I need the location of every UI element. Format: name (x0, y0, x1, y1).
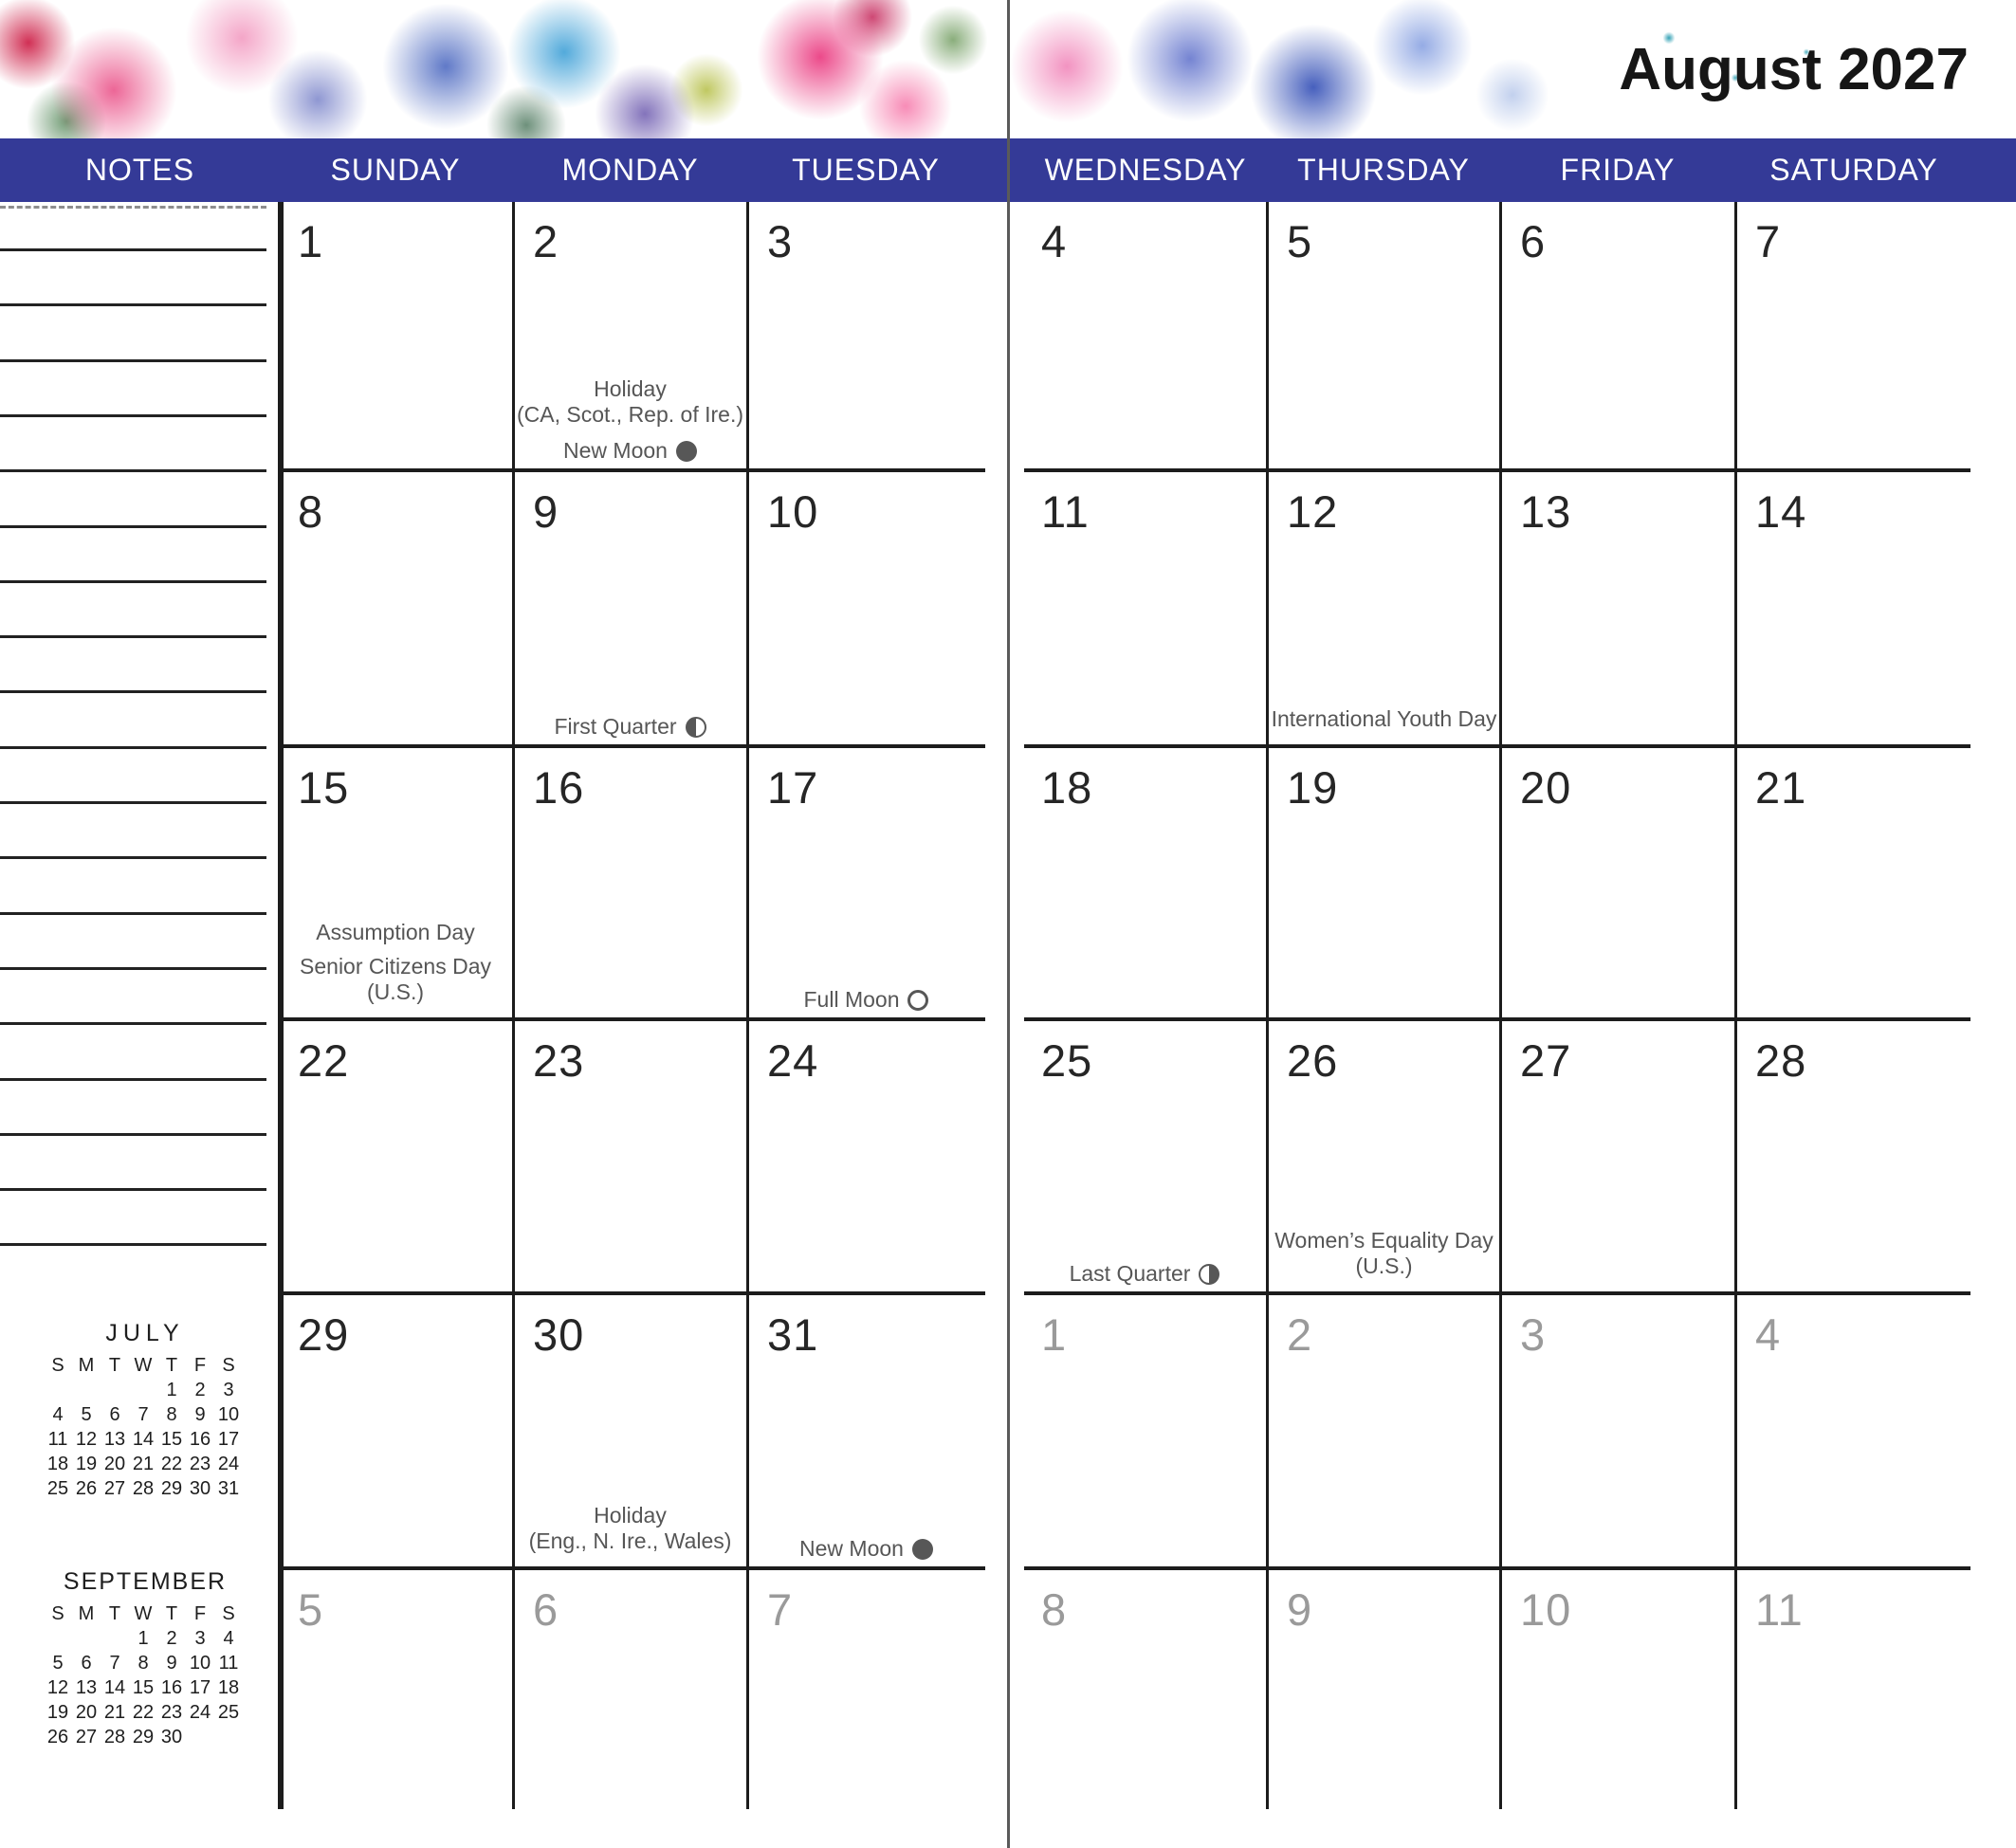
day-cell (750, 202, 982, 472)
day-cell (1738, 1570, 1970, 1809)
day-annotations (1024, 1256, 1265, 1288)
mini-day-cell: 9 (194, 1404, 206, 1425)
mini-day-cell: 22 (160, 1454, 183, 1474)
mini-calendar-july (44, 1320, 247, 1503)
moon-phase-row (750, 1534, 982, 1563)
mini-day-cell: 27 (75, 1727, 98, 1747)
day-cell (1270, 1021, 1498, 1295)
mini-weekday-letter: S (222, 1355, 235, 1376)
day-cell (516, 1295, 744, 1570)
moon-phase-label: New Moon (563, 438, 668, 463)
mini-day-cell: 11 (47, 1429, 68, 1450)
notes-ruled-line (0, 635, 266, 638)
holiday-label-line: (U.S.) (1355, 1253, 1413, 1278)
mini-day-cell: 28 (103, 1727, 126, 1747)
mini-day-cell: 20 (75, 1702, 98, 1723)
notes-ruled-line (0, 690, 266, 693)
day-annotations (750, 1531, 982, 1563)
day-annotations (516, 1503, 744, 1563)
date-number: 27 (1520, 1035, 1572, 1086)
holiday-label-line: Holiday (594, 376, 667, 401)
date-number: 10 (767, 486, 819, 537)
mini-calendar-grid (44, 1355, 247, 1503)
date-number: 9 (533, 486, 559, 537)
date-number: 4 (1755, 1309, 1782, 1360)
weekday-header-monday: MONDAY (561, 153, 699, 187)
mini-day-cell: 18 (217, 1677, 240, 1698)
day-cell (281, 1021, 510, 1295)
mini-day-cell: 25 (46, 1478, 69, 1499)
notes-ruled-line (0, 1022, 266, 1025)
day-cell (1503, 1295, 1732, 1570)
mini-day-cell: 2 (194, 1380, 206, 1400)
notes-ruled-line (0, 359, 266, 362)
date-number: 12 (1287, 486, 1339, 537)
mini-weekday-letter: T (108, 1603, 121, 1624)
day-cell (281, 748, 510, 1021)
date-number: 6 (533, 1584, 559, 1635)
day-cell (1024, 1295, 1265, 1570)
mini-day-cell (44, 1380, 72, 1404)
holiday-label-line: (Eng., N. Ire., Wales) (528, 1528, 732, 1553)
date-number: 3 (1520, 1309, 1547, 1360)
mini-day-cell: 1 (166, 1380, 177, 1400)
day-cell (1738, 202, 1970, 472)
mini-day-cell: 19 (75, 1454, 98, 1474)
date-number: 11 (1041, 486, 1090, 537)
mini-weekday-letter: M (78, 1603, 95, 1624)
mini-calendar-grid (44, 1603, 247, 1751)
day-cell (1738, 748, 1970, 1021)
holiday-label-line: (CA, Scot., Rep. of Ire.) (516, 402, 744, 427)
date-number: 8 (1041, 1584, 1068, 1635)
holiday-label (516, 1503, 744, 1554)
date-number: 18 (1041, 762, 1093, 813)
mini-day-cell (186, 1727, 214, 1751)
notes-ruled-line (0, 525, 266, 528)
date-number: 16 (533, 762, 585, 813)
moon-phase-row (750, 985, 982, 1014)
date-number: 19 (1287, 762, 1339, 813)
mini-weekday-letter: F (193, 1355, 207, 1376)
mini-weekday-letter: T (165, 1603, 178, 1624)
date-number: 2 (1287, 1309, 1313, 1360)
day-cell (1270, 202, 1498, 472)
mini-weekday-letter: S (51, 1355, 64, 1376)
moon-phase-icon (907, 990, 928, 1011)
date-number: 21 (1755, 762, 1807, 813)
mini-weekday-letter: W (134, 1603, 153, 1624)
mini-day-cell: 12 (46, 1677, 69, 1698)
page-gutter-line (1007, 0, 1010, 1848)
date-number: 31 (767, 1309, 819, 1360)
notes-ruled-line (0, 1133, 266, 1136)
date-number: 2 (533, 216, 559, 266)
mini-day-cell: 10 (217, 1404, 240, 1425)
holiday-label-line: Assumption Day (316, 920, 475, 944)
holiday-label-line: Holiday (594, 1503, 667, 1528)
mini-day-cell: 26 (46, 1727, 69, 1747)
mini-day-cell: 13 (103, 1429, 126, 1450)
day-cell (281, 202, 510, 472)
date-number: 10 (1520, 1584, 1572, 1635)
date-number: 30 (533, 1309, 585, 1360)
day-cell (281, 472, 510, 748)
moon-phase-label: First Quarter (554, 714, 677, 739)
mini-day-cell: 7 (137, 1404, 149, 1425)
day-annotations (1270, 706, 1498, 741)
mini-day-cell (44, 1628, 72, 1653)
weekday-header-saturday: SATURDAY (1769, 153, 1938, 187)
date-number: 4 (1041, 216, 1068, 266)
mini-day-cell: 25 (217, 1702, 240, 1723)
mini-day-cell: 17 (189, 1677, 211, 1698)
mini-day-cell: 29 (160, 1478, 183, 1499)
mini-day-cell: 23 (189, 1454, 211, 1474)
mini-weekday-letter: T (108, 1355, 121, 1376)
holiday-label-line: Senior Citizens Day (U.S.) (300, 954, 491, 1004)
weekday-header-friday: FRIDAY (1560, 153, 1676, 187)
holiday-label (281, 920, 510, 945)
moon-phase-row (1024, 1259, 1265, 1288)
mini-day-cell: 15 (132, 1677, 155, 1698)
mini-day-cell (101, 1628, 129, 1653)
notes-ruled-line (0, 1243, 266, 1246)
mini-weekday-letter: S (222, 1603, 235, 1624)
date-number: 14 (1755, 486, 1807, 537)
mini-day-cell: 30 (189, 1478, 211, 1499)
mini-day-cell: 22 (132, 1702, 155, 1723)
mini-day-cell: 4 (223, 1628, 234, 1649)
moon-phase-label: Full Moon (803, 987, 900, 1012)
notes-ruled-line (0, 469, 266, 472)
mini-day-cell: 24 (217, 1454, 240, 1474)
date-number: 23 (533, 1035, 585, 1086)
notes-ruled-line (0, 746, 266, 749)
mini-weekday-letter: M (78, 1355, 95, 1376)
mini-day-cell: 15 (160, 1429, 183, 1450)
day-annotations (281, 920, 510, 1014)
mini-weekday-letter: S (51, 1603, 64, 1624)
mini-day-cell: 24 (189, 1702, 211, 1723)
mini-day-cell: 8 (166, 1404, 177, 1425)
day-cell (1738, 1295, 1970, 1570)
page-title: August 2027 (1619, 37, 1969, 102)
date-number: 15 (298, 762, 350, 813)
day-cell (516, 748, 744, 1021)
day-cell (750, 1295, 982, 1570)
mini-day-cell: 16 (160, 1677, 183, 1698)
notes-ruled-line (0, 206, 266, 211)
moon-phase-label: New Moon (799, 1536, 904, 1561)
mini-day-cell: 26 (75, 1478, 98, 1499)
mini-day-cell (72, 1628, 101, 1653)
mini-day-cell: 10 (189, 1653, 211, 1674)
mini-day-cell (72, 1380, 101, 1404)
mini-day-cell: 7 (109, 1653, 120, 1674)
notes-ruled-line (0, 303, 266, 306)
mini-day-cell: 1 (137, 1628, 149, 1649)
mini-day-cell: 9 (166, 1653, 177, 1674)
moon-phase-label: Last Quarter (1069, 1261, 1191, 1286)
day-annotations (750, 982, 982, 1014)
mini-day-cell: 23 (160, 1702, 183, 1723)
mini-day-cell: 16 (189, 1429, 211, 1450)
day-cell (1270, 748, 1498, 1021)
date-number: 8 (298, 486, 324, 537)
day-cell (1503, 202, 1732, 472)
notes-ruled-line (0, 1078, 266, 1081)
day-cell (750, 1570, 982, 1809)
mini-day-cell: 19 (46, 1702, 69, 1723)
date-number: 17 (767, 762, 819, 813)
mini-weekday-letter: W (134, 1355, 153, 1376)
mini-weekday-letter: T (165, 1355, 178, 1376)
day-cell (1270, 472, 1498, 748)
date-number: 29 (298, 1309, 350, 1360)
mini-day-cell: 5 (52, 1653, 64, 1674)
mini-day-cell: 29 (132, 1727, 155, 1747)
date-number: 5 (1287, 216, 1313, 266)
day-cell (1503, 1021, 1732, 1295)
day-cell (516, 1021, 744, 1295)
mini-day-cell: 27 (103, 1478, 126, 1499)
date-number: 26 (1287, 1035, 1339, 1086)
mini-day-cell: 11 (218, 1653, 239, 1674)
mini-calendar-title: SEPTEMBER (63, 1568, 228, 1595)
weekday-header-thursday: THURSDAY (1297, 153, 1470, 187)
notes-ruled-line (0, 912, 266, 915)
mini-day-cell: 3 (223, 1380, 234, 1400)
mini-day-cell: 31 (217, 1478, 240, 1499)
mini-day-cell: 17 (217, 1429, 240, 1450)
mini-day-cell: 12 (75, 1429, 98, 1450)
mini-day-cell: 20 (103, 1454, 126, 1474)
day-cell (750, 472, 982, 748)
date-number: 1 (1041, 1309, 1068, 1360)
mini-day-cell: 14 (132, 1429, 155, 1450)
day-cell (1503, 1570, 1732, 1809)
mini-day-cell: 8 (137, 1653, 149, 1674)
date-number: 7 (767, 1584, 794, 1635)
day-cell (1270, 1570, 1498, 1809)
moon-phase-row (516, 712, 744, 741)
moon-phase-icon (1199, 1264, 1219, 1285)
date-number: 25 (1041, 1035, 1093, 1086)
mini-day-cell: 6 (81, 1653, 92, 1674)
date-number: 7 (1755, 216, 1782, 266)
moon-phase-icon (676, 441, 697, 462)
holiday-label (1270, 706, 1498, 732)
mini-day-cell: 2 (166, 1628, 177, 1649)
day-cell (281, 1295, 510, 1570)
mini-day-cell (101, 1380, 129, 1404)
mini-day-cell: 4 (52, 1404, 64, 1425)
day-cell (1024, 1570, 1265, 1809)
day-cell (281, 1570, 510, 1809)
day-cell (1503, 472, 1732, 748)
date-number: 5 (298, 1584, 324, 1635)
holiday-label-line: International Youth Day (1271, 706, 1497, 731)
day-cell (1024, 202, 1265, 472)
date-number: 9 (1287, 1584, 1313, 1635)
mini-day-cell: 5 (81, 1404, 92, 1425)
weekday-header-tuesday: TUESDAY (792, 153, 940, 187)
mini-day-cell: 21 (103, 1702, 126, 1723)
mini-day-cell: 13 (75, 1677, 98, 1698)
date-number: 28 (1755, 1035, 1807, 1086)
mini-day-cell (214, 1727, 243, 1751)
day-cell (516, 202, 744, 472)
weekday-header-sunday: SUNDAY (330, 153, 461, 187)
mini-day-cell: 14 (103, 1677, 126, 1698)
notes-ruled-line (0, 801, 266, 804)
day-cell (1024, 748, 1265, 1021)
notes-ruled-line (0, 414, 266, 417)
date-number: 11 (1755, 1584, 1804, 1635)
day-cell (516, 472, 744, 748)
mini-day-cell: 21 (132, 1454, 155, 1474)
day-cell (1738, 472, 1970, 748)
mini-calendar-september (44, 1568, 247, 1751)
notes-ruled-line (0, 1188, 266, 1191)
day-cell (1738, 1021, 1970, 1295)
weekday-header-wednesday: WEDNESDAY (1044, 153, 1247, 187)
day-cell (1270, 1295, 1498, 1570)
notes-ruled-line (0, 580, 266, 583)
day-cell (1024, 472, 1265, 748)
day-cell (516, 1570, 744, 1809)
mini-day-cell: 18 (46, 1454, 69, 1474)
notes-ruled-line (0, 967, 266, 970)
holiday-label (516, 376, 744, 428)
notes-ruled-line (0, 248, 266, 251)
day-cell (1503, 748, 1732, 1021)
date-number: 13 (1520, 486, 1572, 537)
day-cell (750, 1021, 982, 1295)
moon-phase-icon (912, 1539, 933, 1560)
holiday-label (281, 954, 510, 1005)
day-annotations (516, 376, 744, 465)
date-number: 1 (298, 216, 324, 266)
weekday-header-notes: NOTES (84, 153, 195, 187)
moon-phase-icon (686, 717, 706, 738)
holiday-label-line: Women’s Equality Day (1274, 1228, 1494, 1253)
date-number: 24 (767, 1035, 819, 1086)
notes-ruled-line (0, 856, 266, 859)
date-number: 20 (1520, 762, 1572, 813)
mini-day-cell (129, 1380, 157, 1404)
mini-day-cell: 3 (194, 1628, 206, 1649)
day-annotations (516, 709, 744, 741)
mini-calendar-title: JULY (105, 1320, 185, 1346)
date-number: 6 (1520, 216, 1547, 266)
date-number: 3 (767, 216, 794, 266)
mini-weekday-letter: F (193, 1603, 207, 1624)
mini-day-cell: 30 (160, 1727, 183, 1747)
date-number: 22 (298, 1035, 350, 1086)
holiday-label (1270, 1228, 1498, 1279)
day-cell (750, 748, 982, 1021)
mini-day-cell: 28 (132, 1478, 155, 1499)
day-annotations (1270, 1228, 1498, 1288)
mini-day-cell: 6 (109, 1404, 120, 1425)
moon-phase-row (516, 436, 744, 465)
day-cell (1024, 1021, 1265, 1295)
